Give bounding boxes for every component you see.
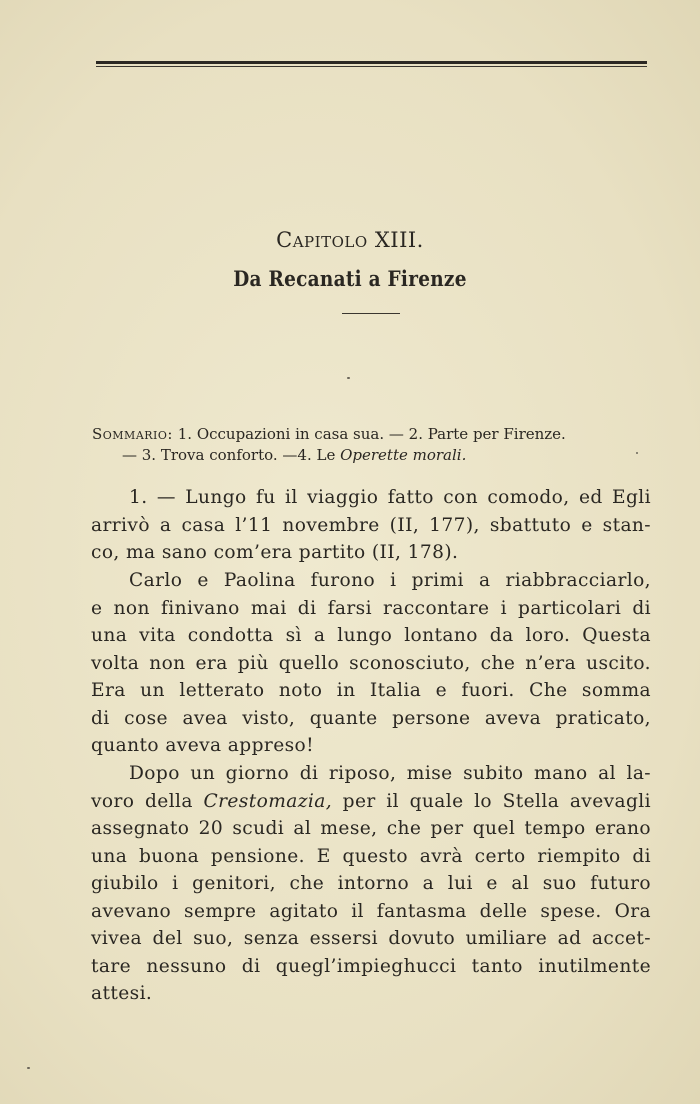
text-line: giubilo i genitori, che intorno a lui e al suo futuro bbox=[91, 873, 651, 894]
paragraph-2 bbox=[91, 567, 651, 760]
text-line: 1. — Lungo fu il viaggio fatto con comodo, ed Egli bbox=[129, 487, 651, 508]
italic-title: Crestomazia, bbox=[203, 790, 333, 812]
text-line: una vita condotta sì a lungo lontano da loro. Questa bbox=[91, 625, 651, 646]
speck bbox=[347, 377, 350, 379]
speck bbox=[27, 1067, 30, 1069]
summary-line1: 1. Occupazioni in casa sua. — 2. Parte per Firenze. bbox=[172, 425, 566, 443]
chapter-number bbox=[0, 228, 700, 252]
title-rule bbox=[342, 313, 400, 314]
text-line bbox=[91, 788, 651, 816]
text-line: arrivò a casa l’11 novembre (II, 177), sbattuto e stan- bbox=[91, 514, 651, 536]
text-line: quanto aveva appreso! bbox=[91, 735, 314, 756]
text-line: di cose avea visto, quante persone aveva praticato, bbox=[91, 707, 651, 729]
text-fragment: per il quale lo Stella avevagli bbox=[332, 790, 652, 812]
summary-italic-title: Operette morali. bbox=[340, 446, 467, 464]
text-line: attesi. bbox=[91, 983, 153, 1004]
summary-line2-text: — 3. Trova conforto. —4. Le bbox=[122, 446, 341, 464]
text-line: volta non era più quello sconosciuto, che n’era uscito. bbox=[91, 652, 651, 674]
header-rule bbox=[96, 61, 647, 64]
paragraph-3 bbox=[91, 760, 651, 1008]
chapter-title: Da Recanati a Firenze bbox=[233, 266, 467, 291]
summary-label: Sommario: bbox=[92, 425, 173, 443]
summary-line2 bbox=[92, 445, 664, 466]
text-line: avevano sempre agitato il fantasma delle spese. Ora bbox=[91, 900, 651, 922]
text-line: vivea del suo, senza essersi dovuto umiliare ad accet- bbox=[91, 928, 651, 949]
text-line: co, ma sano com’era partito (II, 178). bbox=[91, 542, 459, 563]
text-fragment: voro della bbox=[91, 790, 204, 812]
text-line: tare nessuno di quegl’impieghucci tanto inutilmente bbox=[91, 955, 651, 977]
text-line: assegnato 20 scudi al mese, che per quel tempo erano bbox=[91, 818, 651, 839]
chapter-label: Capitolo bbox=[276, 228, 368, 252]
text-line: una buona pensione. E questo avrà certo riempito di bbox=[91, 845, 651, 867]
chapter-summary bbox=[92, 424, 664, 466]
body-text bbox=[91, 484, 651, 1008]
text-line: Carlo e Paolina furono i primi a riabbracciarlo, bbox=[129, 570, 651, 591]
chapter-numeral: XIII. bbox=[374, 228, 424, 252]
text-line: Dopo un giorno di riposo, mise subito mano al la- bbox=[129, 763, 651, 784]
text-line: Era un letterato noto in Italia e fuori. Che somma bbox=[91, 680, 651, 701]
paragraph-1 bbox=[91, 484, 651, 567]
text-line: e non finivano mai di farsi raccontare i particolari di bbox=[91, 597, 651, 619]
